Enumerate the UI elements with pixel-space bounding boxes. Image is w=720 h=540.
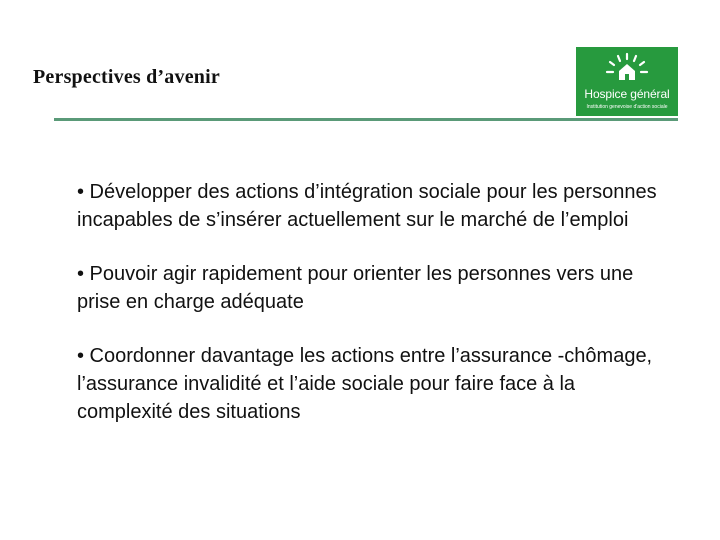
slide-title: Perspectives d’avenir — [33, 66, 220, 88]
bullet-list — [77, 178, 667, 452]
bullet-item: • Coordonner davantage les actions entre l’assurance -chômage, l’assurance invalidité et l’aide sociale pour faire face à la complexité des situations — [77, 345, 653, 423]
bullet-item: • Développer des actions d’intégration sociale pour les personnes incapables de s’insérer actuellement sur le marché de l’emploi — [77, 181, 657, 231]
bullet-item: • Pouvoir agir rapidement pour orienter les personnes vers une prise en charge adéquate — [77, 263, 634, 313]
logo-name: Hospice général — [584, 87, 670, 101]
logo-tagline: Institution genevoise d'action sociale — [586, 104, 668, 110]
title-divider — [54, 118, 678, 121]
sun-house-icon — [604, 52, 650, 82]
hospice-general-logo — [576, 47, 678, 116]
